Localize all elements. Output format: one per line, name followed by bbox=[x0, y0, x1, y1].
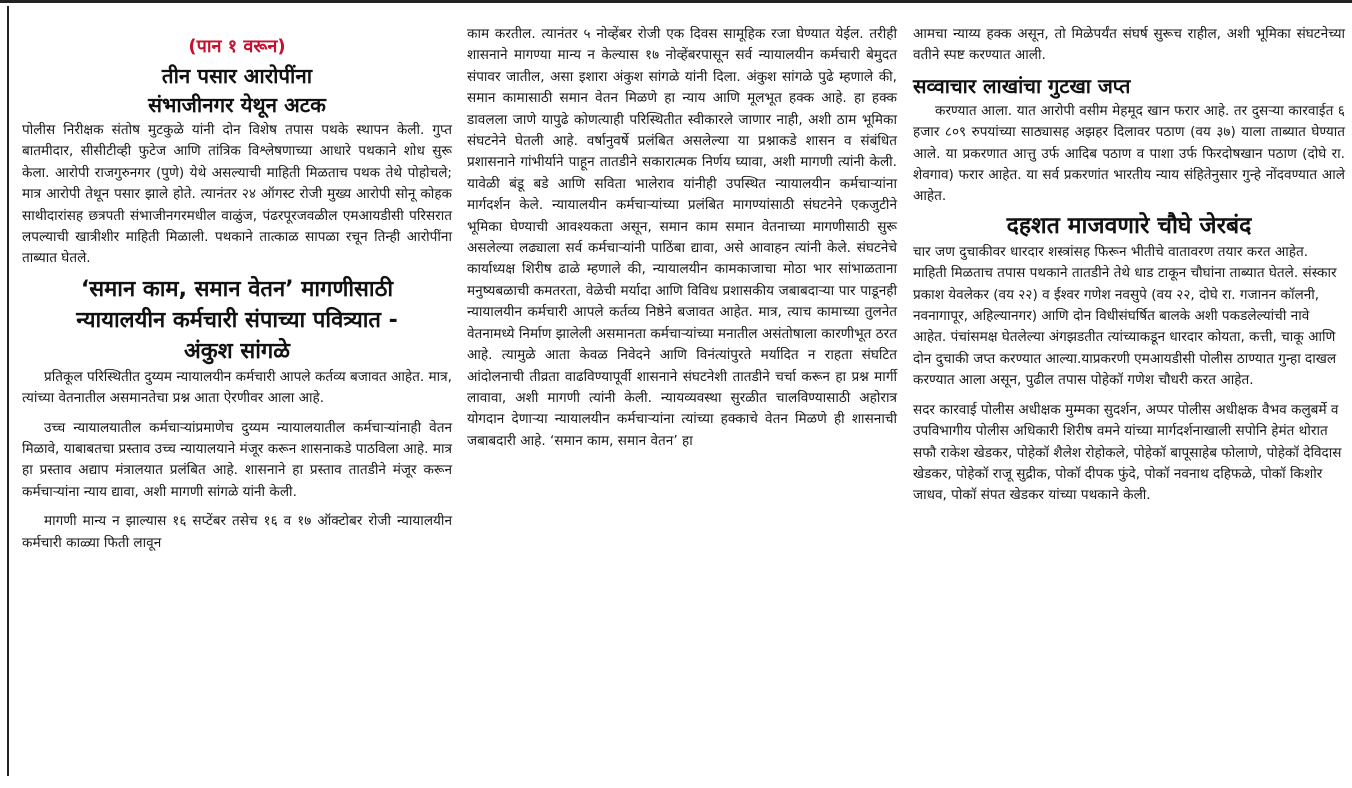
column-3 bbox=[913, 24, 1345, 507]
top-rule bbox=[0, 0, 1352, 3]
headline-arrest-line1: तीन पसार आरोपींना bbox=[161, 64, 313, 88]
strike-conclusion: आमचा न्याय्य हक्क असून, तो मिळेपर्यंत संघर्ष सुरूच राहील, अशी भूमिका संघटनेच्या वतीने स्पष्ट करण्यात आली. bbox=[913, 26, 1345, 64]
headline-strike-line1: ‘समान काम, समान वेतन’ मागणीसाठी bbox=[80, 276, 394, 302]
headline-gutkha: सव्वाचार लाखांचा गुटखा जप्त bbox=[913, 73, 1131, 98]
arrest-body: चार जण दुचाकीवर धारदार शस्त्रांसह फिरून भीतीचे वातावरण तयार करत आहेत. माहिती मिळताच तपास पथकाने तातडीने तेथे धाड टाकून चौघांना ताब्यात घेतले. संस्कार प्रकाश येवलेकर (वय २२) व ईश्वर गणेश नवसुपे (वय २२, दोघे रा. गजानन कॉलनी, नवनागापूर, अहिल्यानगर) आणि दोन विधीसंघर्षित बालके अशी पकडलेल्यांची नावे आहेत. पंचांसमक्ष घेतलेल्या अंगझडतीत त्यांच्याकडून धारदार कोयता, कत्ती, चाकू आणि दोन दुचाकी जप्त करण्यात आल्या.याप्रकरणी एमआयडीसी पोलीस ठाण्यात गुन्हा दाखल करण्यात आला असून, पुढील तपास पोहेकॉ गणेश चौधरी करत आहेत. bbox=[913, 243, 1337, 389]
strike-paragraph-1: प्रतिकूल परिस्थितीत दुय्यम न्यायालयीन कर्मचारी आपले कर्तव्य बजावत आहेत. मात्र, त्यांच्या वेतनातील असमानतेचा प्रश्न आता ऐरणीवर आला आहे. bbox=[22, 368, 452, 407]
strike-paragraph-3: मागणी मान्य न झाल्यास १६ सप्टेंबर तसेच १६ व १७ ऑक्टोबर रोजी न्यायालयीन कर्मचारी काळ्या फिती लावून bbox=[22, 513, 452, 551]
headline-four-arrested: दहशत माजवणारे चौघे जेरबंद bbox=[1006, 212, 1252, 239]
strike-continued-body: काम करतील. त्यानंतर ५ नोव्हेंबर रोजी एक दिवस सामूहिक रजा घेण्यात येईल. तरीही शासनाने मागण्या मान्य न केल्यास १७ नोव्हेंबरपासून सर्व न्यायालयीन कर्मचारी बेमुदत संपावर जातील, असा इशारा अंकुश सांगळे यांनी दिला. अंकुश सांगळे पुढे म्हणाले की, समान कामासाठी समान वेतन मिळणे हा न्याय आणि मूलभूत हक्क आहे. हा हक्क डावलला जाणे यापुढे कोणत्याही परिस्थितीत स्वीकारले जाणार नाही, अशी ठाम भूमिका संघटनेने घेतली आहे. वर्षानुवर्षे प्रलंबित असलेल्या या प्रश्नाकडे शासन व संबंधित प्रशासनाने गांभीर्याने पाहून तातडीने सकारात्मक निर्णय घ्यावा, अशी मागणी त्यांनी केली. यावेळी बंडू बडे आणि सविता भालेराव यांनीही उपस्थित न्यायालयीन कर्मचाऱ्यांना मार्गदर्शन केले. न्यायालयीन कर्मचाऱ्यांच्या प्रलंबित मागण्यांसाठी संघटनेने एकजुटीने भूमिका घेण्याची आवश्यकता असून, समान काम समान वेतनाच्या मागणीसाठी सुरू असलेल्या लढ्याला सर्व कर्मचाऱ्यांनी पाठिंबा द्यावा, असे आवाहन त्यांनी केले. संघटनेचे कार्याध्यक्ष शिरीष ढाळे म्हणाले की, न्यायालयीन कामकाजाचा मोठा भार सांभाळताना मनुष्यबळाची कमतरता, वेळेची मर्यादा आणि विविध प्रशासकीय जबाबदाऱ्या पार पाडूनही न्यायालयीन कर्मचारी आपले कर्तव्य निष्ठेने बजावत आहेत. मात्र, त्याच कामाच्या तुलनेत वेतनामध्ये निर्माण झालेली असमानता कर्मचाऱ्यांच्या मनातील असंतोषाला कारणीभूत ठरत आहे. त्यामुळे आता केवळ निवेदने आणि विनंत्यांपुरते मर्यादित न राहता संघटित आंदोलनाची तीव्रता वाढविण्यापूर्वी शासनाने संघटनेशी तातडीने चर्चा करून हा प्रश्न मार्गी लावावा, अशी मागणी त्यांनी केली. न्यायव्यवस्था सुरळीत चालविण्यासाठी अहोरात्र योगदान देणाऱ्या न्यायालयीन कर्मचाऱ्यांना त्यांच्या हक्काचे वेतन मिळणे ही शासनाची जबाबदारी आहे. ‘समान काम, समान वेतन’ हा bbox=[467, 26, 897, 449]
story-arrest-body: पोलीस निरीक्षक संतोष मुटकुळे यांनी दोन विशेष तपास पथके स्थापन केली. गुप्त बातमीदार, सीसीटीव्ही फुटेज आणि तांत्रिक विश्लेषणाच्या आधारे पथकाने शोध सुरू केला. आरोपी राजगुरुनगर (पुणे) येथे असल्याची माहिती मिळताच पथक तेथे पोहोचले; मात्र आरोपी तेथून पसार झाले होते. त्यानंतर २४ ऑगस्ट रोजी मुख्य आरोपी सोनू कोहक साथीदारांसह छत्रपती संभाजीनगरमधील वाळुंज, पंढरपूरजवळील एमआयडीसी परिसरात लपल्याची खात्रीशीर माहिती मिळाली. पथकाने तात्काळ सापळा रचून तिन्ही आरोपींना ताब्यात घेतले. bbox=[22, 122, 452, 267]
headline-strike-line2: न्यायालयीन कर्मचारी संपाच्या पवित्र्यात - bbox=[76, 307, 398, 333]
column-1 bbox=[22, 26, 452, 554]
column-2 bbox=[467, 24, 897, 452]
operation-credits: सदर कारवाई पोलीस अधीक्षक मुम्मका सुदर्शन, अप्पर पोलीस अधीक्षक वैभव कलुबर्मे व उपविभागीय पोलीस अधिकारी शिरीष वमने यांच्या मार्गदर्शनाखाली सपोनि हेमंत थोरात सफौ राकेश खेडकर, पोहेकॉ शैलेश रोहोकले, पोहेकॉ बापूसाहेब फोलाणे, पोहेकॉ देविदास खेडकर, पोहेकॉ राजू सुद्रीक, पोकॉ दीपक फुंदे, पोकॉ नवनाथ दहिफळे, पोकॉ किशोर जाधव, पोकॉ संपत खेडकर यांच्या पथकाने केली. bbox=[913, 401, 1342, 504]
left-column-rule bbox=[7, 6, 9, 776]
headline-strike-line3: अंकुश सांगळे bbox=[184, 338, 290, 364]
headline-arrest-line2: संभाजीनगर येथून अटक bbox=[148, 93, 326, 117]
strike-paragraph-2: उच्च न्यायालयातील कर्मचाऱ्यांप्रमाणेच दुय्यम न्यायालयातील कर्मचाऱ्यांनाही वेतन मिळावे, याबाबतचा प्रस्ताव उच्च न्यायालयाने मंजूर करून शासनाकडे पाठविला आहे. मात्र हा प्रस्ताव अद्याप मंत्रालयात प्रलंबित आहे. शासनाने हा प्रस्ताव तातडीने मंजूर करून कर्मचाऱ्यांना न्याय द्यावा, अशी मागणी सांगळे यांनी केली. bbox=[22, 419, 452, 500]
continuation-kicker: (पान १ वरून) bbox=[188, 36, 286, 57]
gutkha-body: करण्यात आला. यात आरोपी वसीम मेहमूद खान फरार आहे. तर दुसऱ्या कारवाईत ६ हजार ८०९ रुपयांच्या साठ्यासह अझहर दिलावर पठाण (वय ३७) याला ताब्यात घेण्यात आले. या प्रकरणात आत्तु उर्फ आदिब पठाण व पाशा उर्फ फिरदोषखान पठाण (दोघे रा. शेवगाव) फरार आहेत. या सर्व प्रकरणांत भारतीय न्याय संहितेनुसार गुन्हे नोंदवण्यात आले आहेत. bbox=[913, 102, 1345, 205]
